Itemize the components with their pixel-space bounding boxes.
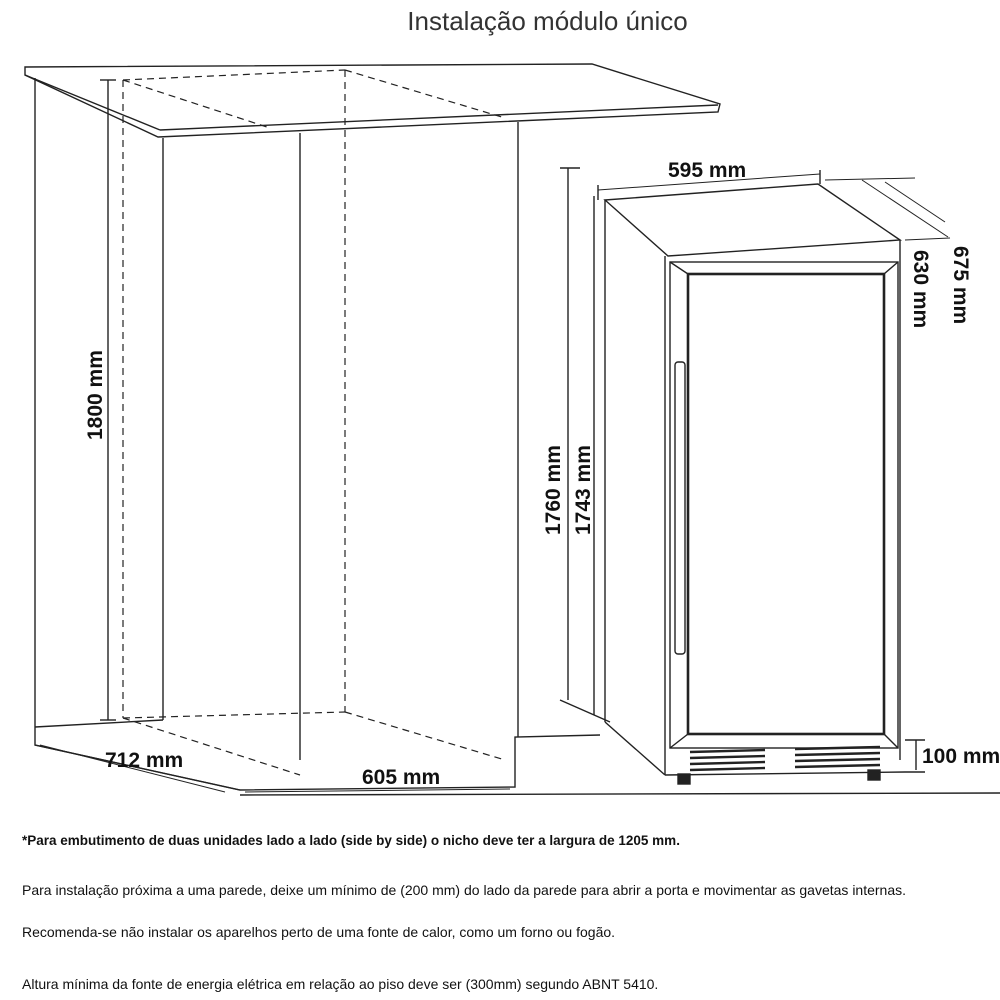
plinth-height-label: 100 mm: [922, 745, 1000, 768]
foot-right: [868, 770, 880, 780]
countertop: [25, 64, 720, 137]
unit-height-body-label: 1743 mm: [572, 445, 595, 535]
plinth-vents: [690, 747, 880, 770]
floor-line: [240, 793, 1000, 795]
appliance-door: [670, 262, 898, 748]
appliance-door-glass: [688, 274, 884, 734]
door-handle: [675, 362, 685, 654]
heat-source-note: Recomenda-se não instalar os aparelhos perto de uma fonte de calor, como um forno ou fogão.: [22, 924, 616, 940]
power-outlet-note: Altura mínima da fonte de energia elétrica em relação ao piso deve ser (300mm) segundo ABNT 5410.: [22, 976, 659, 992]
unit-height-total-label: 1760 mm: [542, 445, 565, 535]
countertop-edge-front: [160, 105, 718, 130]
unit-width-label: 595 mm: [668, 159, 747, 182]
appliance-bottom-side: [605, 722, 665, 775]
diagram-title: Instalação módulo único: [407, 6, 688, 36]
foot-left: [678, 774, 690, 784]
unit-depth-total-label: 675 mm: [949, 246, 972, 325]
countertop-edge: [25, 75, 160, 130]
appliance-top: [605, 184, 900, 256]
niche-height-label: 1800 mm: [84, 350, 107, 440]
niche-width-label: 605 mm: [362, 766, 441, 789]
niche-depth-label: 712 mm: [105, 749, 184, 772]
unit-depth-body-label: 630 mm: [909, 250, 932, 329]
side-by-side-note: *Para embutimento de duas unidades lado a lado (side by side) o nicho deve ter a largura de 1205 mm.: [22, 833, 680, 848]
wall-clearance-note: Para instalação próxima a uma parede, deixe um mínimo de (200 mm) do lado da parede para abrir a porta e movimentar as gavetas internas.: [22, 882, 907, 898]
